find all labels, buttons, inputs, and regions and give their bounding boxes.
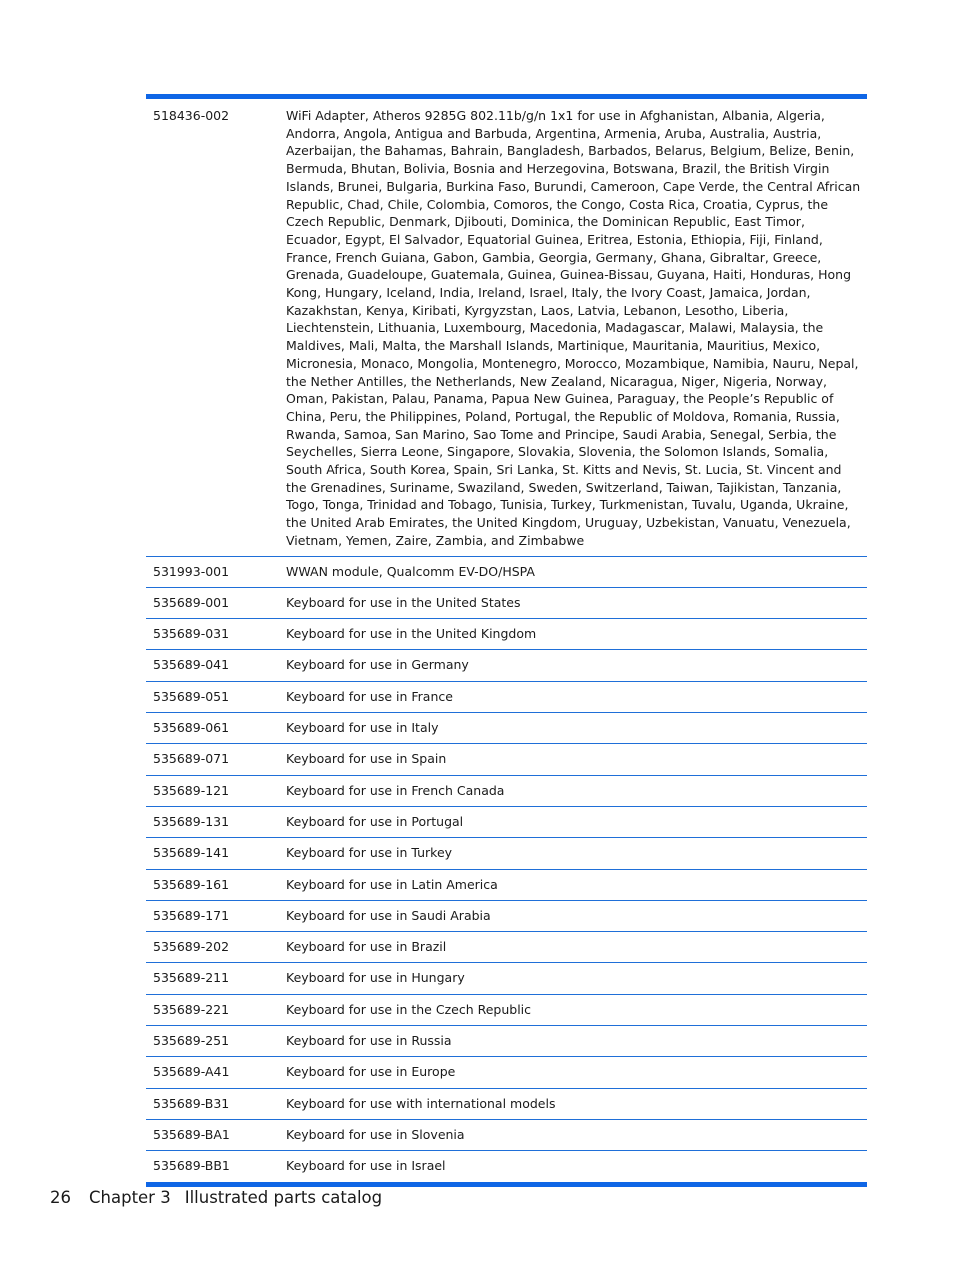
part-description: Keyboard for use in Portugal: [286, 813, 464, 829]
table-row: [146, 681, 867, 712]
table-row: [146, 618, 867, 649]
part-number: 535689-BA1: [153, 1126, 230, 1142]
part-number: 535689-161: [153, 876, 230, 892]
table-row: [146, 1088, 867, 1119]
part-number: 535689-031: [153, 626, 230, 642]
part-number: 535689-211: [153, 970, 230, 986]
part-description: Keyboard for use in Germany: [286, 657, 469, 673]
part-description: Keyboard for use in Saudi Arabia: [286, 907, 491, 923]
table-row: [146, 1119, 867, 1150]
part-number: 535689-251: [153, 1033, 230, 1049]
chapter-label: Chapter 3: [89, 1188, 171, 1207]
part-number: 535689-071: [153, 751, 230, 767]
part-description: Keyboard for use in Brazil: [286, 939, 447, 955]
page-number: 26: [50, 1188, 71, 1207]
part-description: Keyboard for use in Europe: [286, 1064, 456, 1080]
table-row: [146, 1056, 867, 1087]
part-description: Keyboard for use in the Czech Republic: [286, 1001, 532, 1017]
part-description: Keyboard for use in Slovenia: [286, 1126, 465, 1142]
page-footer: [50, 1188, 382, 1207]
table-row: [146, 994, 867, 1025]
part-number: 535689-202: [153, 939, 230, 955]
table-row: [146, 99, 867, 556]
part-description: Keyboard for use in Latin America: [286, 876, 498, 892]
part-description: Keyboard for use in the United Kingdom: [286, 626, 537, 642]
table-row: [146, 712, 867, 743]
table-row: [146, 556, 867, 587]
part-number: 535689-141: [153, 845, 230, 861]
table-row: [146, 743, 867, 774]
parts-table: [146, 94, 867, 1187]
part-number: 535689-171: [153, 907, 230, 923]
table-row: [146, 649, 867, 680]
table-row: [146, 837, 867, 868]
table-row: [146, 900, 867, 931]
part-description: Keyboard for use in Spain: [286, 751, 447, 767]
part-number: 535689-051: [153, 688, 230, 704]
part-number: 535689-B31: [153, 1095, 230, 1111]
table-row: [146, 931, 867, 962]
part-number: 535689-BB1: [153, 1158, 230, 1174]
part-number: 535689-221: [153, 1001, 230, 1017]
part-description: Keyboard for use in Israel: [286, 1158, 446, 1174]
part-number: 518436-002: [153, 108, 230, 123]
part-description: Keyboard for use in Turkey: [286, 845, 453, 861]
part-description: Keyboard for use in Russia: [286, 1033, 452, 1049]
table-row: [146, 869, 867, 900]
table-row: [146, 806, 867, 837]
part-number: 531993-001: [153, 563, 230, 579]
part-description: WiFi Adapter, Atheros 9285G 802.11b/g/n 1x1 for use in Afghanistan, Albania, Algeria, Andorra, Angola, Antigua and Barbuda, Argentina, Armenia, Aruba, Australia, Austria, Azerbaijan, the Bahamas, Bahrain, Bangladesh, Barbados, Belarus, Belgium, Belize, Benin, Bermuda, Bhutan, Bolivia, Bosnia and Herzegovina, Botswana, Brazil, the British Virgin Islands, Brunei, Bulgaria, Burkina Faso, Burundi, Cameroon, Cape Verde, the Central African Republic, Chad, Chile, Colombia, Comoros, the Congo, Costa Rica, Croatia, Cyprus, the Czech Republic, Denmark, Djibouti, Dominica, the Dominican Republic, East Timor, Ecuador, Egypt, El Salvador, Equatorial Guinea, Eritrea, Estonia, Ethiopia, Fiji, Finland, France, French Guiana, Gabon, Gambia, Georgia, Germany, Ghana, Gibraltar, Greece, Grenada, Guadeloupe, Guatemala, Guinea, Guinea-Bissau, Guyana, Haiti, Honduras, Hong Kong, Hungary, Iceland, India, Ireland, Israel, Italy, the Ivory Coast, Jamaica, Jordan, Kazakhstan, Kenya, Kiribati, Kyrgyzstan, Laos, Latvia, Lebanon, Lesotho, Liberia, Liechtenstein, Lithuania, Luxembourg, Macedonia, Madagascar, Malawi, Malaysia, the Maldives, Mali, Malta, the Marshall Islands, Martinique, Mauritania, Mauritius, Mexico, Micronesia, Monaco, Mongolia, Montenegro, Morocco, Mozambique, Namibia, Nauru, Nepal, the Nether Antilles, the Netherlands, New Zealand, Nicaragua, Niger, Nigeria, Norway, Oman, Pakistan, Palau, Panama, Papua New Guinea, Paraguay, the People’s Republic of China, Peru, the Philippines, Poland, Portugal, the Republic of Moldova, Romania, Russia, Rwanda, Samoa, San Marino, Sao Tome and Principe, Saudi Arabia, Senegal, Serbia, the Seychelles, Sierra Leone, Singapore, Slovakia, Slovenia, the Solomon Islands, Somalia, South Africa, South Korea, Spain, Sri Lanka, St. Kitts and Nevis, St. Lucia, St. Vincent and the Grenadines, Suriname, Swaziland, Sweden, Switzerland, Taiwan, Tajikistan, Tanzania, Togo, Tonga, Trinidad and Tobago, Tunisia, Turkey, Turkmenistan, Tuvalu, Uganda, Ukraine, the United Arab Emirates, the United Kingdom, Uruguay, Uzbekistan, Vanuatu, Venezuela, Vietnam, Yemen, Zaire, Zambia, and Zimbabwe: [286, 108, 861, 548]
table-row: [146, 962, 867, 993]
part-description: Keyboard for use in France: [286, 688, 453, 704]
part-description: Keyboard for use in French Canada: [286, 782, 505, 798]
part-number: 535689-A41: [153, 1064, 230, 1080]
part-number: 535689-001: [153, 594, 230, 610]
part-number: 535689-061: [153, 720, 230, 736]
table-row: [146, 1150, 867, 1181]
part-description: Keyboard for use in Italy: [286, 720, 439, 736]
part-description: Keyboard for use in Hungary: [286, 970, 465, 986]
table-row: [146, 775, 867, 806]
part-description: Keyboard for use in the United States: [286, 594, 521, 610]
part-description: Keyboard for use with international models: [286, 1095, 556, 1111]
part-number: 535689-131: [153, 813, 230, 829]
table-row: [146, 587, 867, 618]
table-row: [146, 1025, 867, 1056]
part-number: 535689-041: [153, 657, 230, 673]
part-description: WWAN module, Qualcomm EV-DO/HSPA: [286, 563, 535, 579]
section-title: Illustrated parts catalog: [184, 1188, 383, 1207]
part-number: 535689-121: [153, 782, 230, 798]
